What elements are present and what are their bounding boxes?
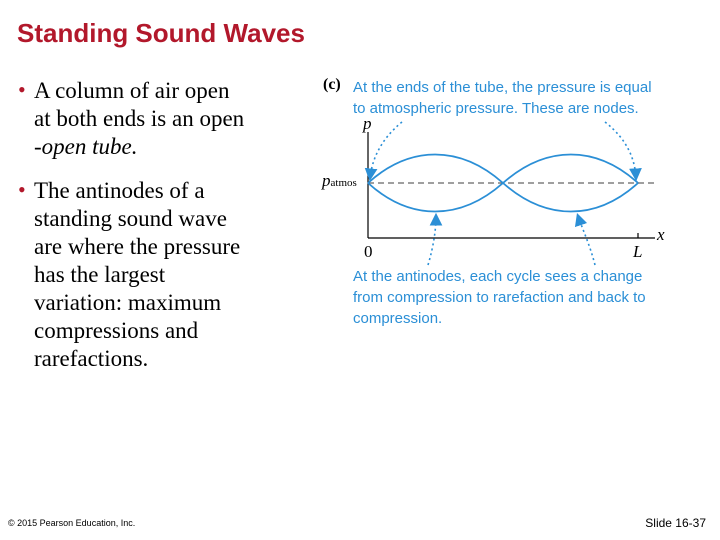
bullet-icon: • [18, 177, 26, 202]
antinode-arrow-right [578, 216, 595, 265]
slide-number: Slide 16-37 [645, 516, 706, 530]
origin-label: 0 [364, 242, 373, 261]
caption-top-line: to atmospheric pressure. These are nodes. [353, 100, 639, 117]
bullet-line: A column of air open [34, 78, 230, 103]
y-axis-label: p [363, 114, 372, 133]
bullet-line: compressions and [34, 318, 199, 343]
atmos-label: patmos [322, 171, 357, 190]
bullet-line: at both ends is an open [34, 106, 245, 131]
copyright-text: © 2015 Pearson Education, Inc. [8, 518, 136, 528]
bullet-line: standing sound wave [34, 206, 227, 231]
bullet-icon: • [18, 77, 26, 102]
figure-label: (c) [323, 76, 341, 93]
standing-wave-figure [310, 70, 710, 340]
antinode-arrow-left [428, 216, 436, 265]
bullet-line: are where the pressure [34, 234, 241, 259]
x-axis-label: x [657, 225, 665, 244]
bullet-line: variation: maximum [34, 290, 222, 315]
bullet-line: has the largest [34, 262, 166, 287]
bullet-line: -open tube. [34, 134, 138, 159]
bullet-item [18, 177, 318, 373]
bullet-line: rarefactions. [34, 346, 149, 371]
caption-bottom-line: At the antinodes, each cycle sees a change [353, 268, 643, 285]
caption-bottom-line: compression. [353, 310, 443, 327]
slide-title: Standing Sound Waves [17, 18, 305, 48]
bullet-item [18, 77, 318, 161]
caption-top-line: At the ends of the tube, the pressure is equal [353, 79, 652, 96]
bullet-list [18, 77, 318, 389]
caption-bottom-line: from compression to rarefaction and back to [353, 289, 646, 306]
length-label: L [633, 242, 643, 261]
bullet-line: The antinodes of a [34, 178, 205, 203]
